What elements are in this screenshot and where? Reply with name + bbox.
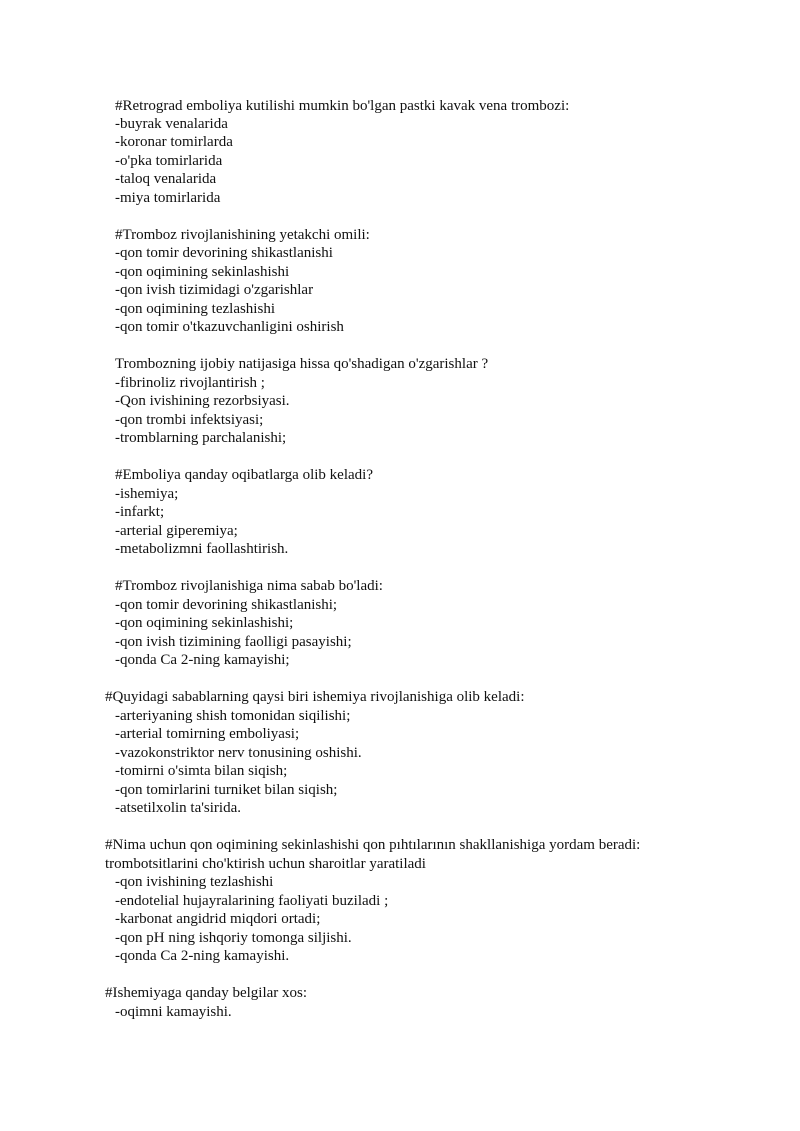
question-6-option: -arterial tomirning emboliyasi; bbox=[115, 726, 300, 742]
question-7-option: -karbonat angidrid miqdori ortadi; bbox=[115, 911, 321, 927]
question-1-option: -taloq venalarida bbox=[115, 171, 217, 187]
question-1-option: -koronar tomirlarda bbox=[115, 134, 233, 150]
question-1: #Retrograd emboliya kutilishi mumkin bo'lgan pastki kavak vena trombozi: bbox=[115, 98, 570, 114]
question-7-option: -qon ivishining tezlashishi bbox=[115, 874, 274, 890]
question-2-option: -qon ivish tizimidagi o'zgarishlar bbox=[115, 282, 314, 298]
question-6-option: -atsetilxolin ta'sirida. bbox=[115, 800, 242, 816]
question-1-option: -miya tomirlarida bbox=[115, 190, 221, 206]
question-2-option: -qon oqimining tezlashishi bbox=[115, 301, 275, 317]
question-2: #Tromboz rivojlanishining yetakchi omili: bbox=[115, 227, 370, 243]
question-4-option: -infarkt; bbox=[115, 504, 165, 520]
question-2-option: -qon oqimining sekinlashishi bbox=[115, 264, 290, 280]
question-6-option: -vazokonstriktor nerv tonusining oshishi. bbox=[115, 745, 362, 761]
question-6: #Quyidagi sabablarning qaysi biri ishemiya rivojlanishiga olib keladi: bbox=[105, 689, 525, 705]
question-3-option: -Qon ivishining rezorbsiyasi. bbox=[115, 393, 290, 409]
question-7-option: -qonda Ca 2-ning kamayishi. bbox=[115, 948, 290, 964]
question-5-option: -qon oqimining sekinlashishi; bbox=[115, 615, 294, 631]
question-7-continuation: trombotsitlarini cho'ktirish uchun sharoitlar yaratiladi bbox=[105, 856, 426, 872]
question-6-option: -tomirni o'simta bilan siqish; bbox=[115, 763, 288, 779]
question-6-option: -arteriyaning shish tomonidan siqilishi; bbox=[115, 708, 351, 724]
question-3: Trombozning ijobiy natijasiga hissa qo'shadigan o'zgarishlar ? bbox=[115, 356, 489, 372]
question-5-option: -qonda Ca 2-ning kamayishi; bbox=[115, 652, 290, 668]
question-4-option: -arterial giperemiya; bbox=[115, 523, 238, 539]
question-4-option: -metabolizmni faollashtirish. bbox=[115, 541, 289, 557]
question-8-option: -oqimni kamayishi. bbox=[115, 1004, 232, 1020]
question-5: #Tromboz rivojlanishiga nima sabab bo'ladi: bbox=[115, 578, 383, 594]
question-4-option: -ishemiya; bbox=[115, 486, 179, 502]
question-1-option: -o'pka tomirlarida bbox=[115, 153, 223, 169]
question-2-option: -qon tomir devorining shikastlanishi bbox=[115, 245, 333, 261]
question-8: #Ishemiyaga qanday belgilar xos: bbox=[105, 985, 308, 1001]
question-7: #Nima uchun qon oqimining sekinlashishi qon pıhtılarının shakllanishiga yordam beradi: bbox=[105, 837, 641, 853]
question-4: #Emboliya qanday oqibatlarga olib keladi? bbox=[115, 467, 373, 483]
question-3-option: -qon trombi infektsiyasi; bbox=[115, 412, 264, 428]
question-6-option: -qon tomirlarini turniket bilan siqish; bbox=[115, 782, 338, 798]
question-3-option: -tromblarning parchalanishi; bbox=[115, 430, 287, 446]
question-5-option: -qon tomir devorining shikastlanishi; bbox=[115, 597, 338, 613]
question-3-option: -fibrinoliz rivojlantirish ; bbox=[115, 375, 265, 391]
question-5-option: -qon ivish tizimining faolligi pasayishi; bbox=[115, 634, 352, 650]
question-2-option: -qon tomir o'tkazuvchanligini oshirish bbox=[115, 319, 344, 335]
question-7-option: -qon pH ning ishqoriy tomonga siljishi. bbox=[115, 930, 352, 946]
question-7-option: -endotelial hujayralarining faoliyati buziladi ; bbox=[115, 893, 389, 909]
question-1-option: -buyrak venalarida bbox=[115, 116, 228, 132]
